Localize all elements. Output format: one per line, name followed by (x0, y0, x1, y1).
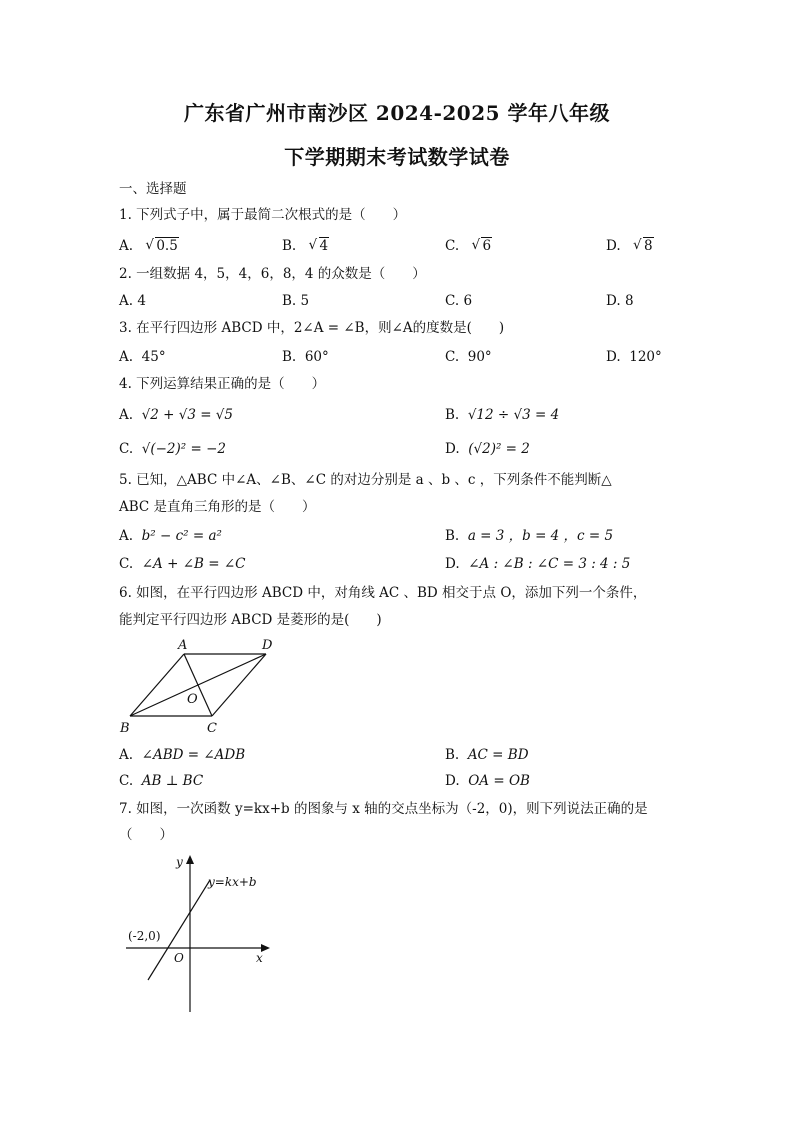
center-label-o: O (187, 692, 198, 707)
sqrt-expression: √ 4 (309, 237, 330, 255)
q3-option-c[interactable]: C. 90° (445, 349, 492, 365)
y-axis-arrow-icon (186, 855, 194, 864)
q4-option-a[interactable]: A. √2 + √3 = √5 (119, 407, 234, 423)
sqrt-expression: √ 6 (471, 237, 492, 255)
linear-function-graph (118, 850, 278, 1020)
q1-option-c[interactable] (445, 237, 492, 255)
q2-option-b[interactable]: B. 5 (282, 293, 310, 309)
question-3-stem: 3. 在平行四边形 ABCD 中，2∠A = ∠B，则∠A的度数是( ) (119, 320, 505, 336)
q1-option-d[interactable] (606, 237, 654, 255)
question-2-stem: 2. 一组数据 4，5，4，6，8，4 的众数是（ ） (119, 266, 426, 282)
page-title-line1: 广东省广州市南沙区 2024-2025 学年八年级 (183, 101, 611, 125)
question-1-stem: 1. 下列式子中，属于最简二次根式的是（ ） (119, 207, 407, 223)
q4-option-d[interactable]: D. (√2)² = 2 (445, 441, 530, 457)
q6-option-d[interactable]: D. OA = OB (445, 773, 530, 789)
q4-option-b[interactable]: B. √12 ÷ √3 = 4 (445, 407, 560, 423)
q5-option-a[interactable]: A. b² − c² = a² (119, 528, 222, 544)
side-cd (212, 654, 266, 716)
q6-option-a[interactable]: A. ∠ABD = ∠ADB (119, 747, 246, 763)
vertex-label-a: A (178, 638, 188, 653)
vertex-label-b: B (120, 721, 130, 736)
q2-option-d[interactable]: D. 8 (606, 293, 634, 309)
option-label: C. (445, 238, 460, 254)
section-heading: 一、选择题 (119, 181, 187, 197)
q2-option-a[interactable]: A. 4 (119, 293, 146, 309)
question-6-stem-line1: 6. 如图，在平行四边形 ABCD 中，对角线 AC 、BD 相交于点 O，添加下列一个条件， (119, 585, 647, 601)
sqrt-expression: √ 8 (633, 237, 654, 255)
q3-option-b[interactable]: B. 60° (282, 349, 329, 365)
page-title-line2: 下学期期末考试数学试卷 (284, 145, 510, 169)
option-label: A. (119, 238, 134, 254)
question-7-stem-line2: （ ） (119, 827, 173, 843)
q5-option-c[interactable]: C. ∠A + ∠B = ∠C (119, 556, 246, 572)
line-equation-label: y=kx+b (208, 875, 257, 889)
q6-option-b[interactable]: B. AC = BD (445, 747, 529, 763)
option-label: D. (606, 238, 621, 254)
question-5-stem-line2: ABC 是直角三角形的是（ ） (119, 499, 316, 515)
q4-option-c[interactable]: C. √(−2)² = −2 (119, 441, 226, 457)
y-axis-label: y (176, 855, 183, 869)
q5-option-b[interactable]: B. a = 3 ，b = 4 ，c = 5 (445, 528, 614, 544)
question-4-stem: 4. 下列运算结果正确的是（ ） (119, 376, 326, 392)
x-axis-label: x (256, 951, 263, 965)
side-ab (130, 654, 184, 716)
q3-option-a[interactable]: A. 45° (119, 349, 166, 365)
option-label: B. (282, 238, 297, 254)
question-5-stem-line1: 5. 已知，△ABC 中∠A、∠B、∠C 的对边分别是 a 、b 、c ，下列条件不能判断△ (119, 472, 612, 488)
q1-option-a[interactable] (119, 237, 179, 255)
question-6-stem-line2: 能判定平行四边形 ABCD 是菱形的是( ) (119, 612, 382, 628)
q2-option-c[interactable]: C. 6 (445, 293, 473, 309)
vertex-label-c: C (207, 721, 217, 736)
diagonal-bd (130, 654, 266, 716)
intercept-label: (-2,0) (128, 929, 161, 943)
vertex-label-d: D (262, 638, 273, 653)
parallelogram-figure (112, 636, 292, 740)
q5-option-d[interactable]: D. ∠A : ∠B : ∠C = 3 : 4 : 5 (445, 556, 631, 572)
q3-option-d[interactable]: D. 120° (606, 349, 662, 365)
sqrt-expression: √ 0.5 (145, 237, 178, 255)
question-7-stem-line1: 7. 如图，一次函数 y=kx+b 的图象与 x 轴的交点坐标为（-2，0)，则下列说法正确的是 (119, 801, 648, 817)
origin-label: O (174, 951, 184, 965)
q1-option-b[interactable] (282, 237, 329, 255)
q6-option-c[interactable]: C. AB ⊥ BC (119, 773, 204, 789)
